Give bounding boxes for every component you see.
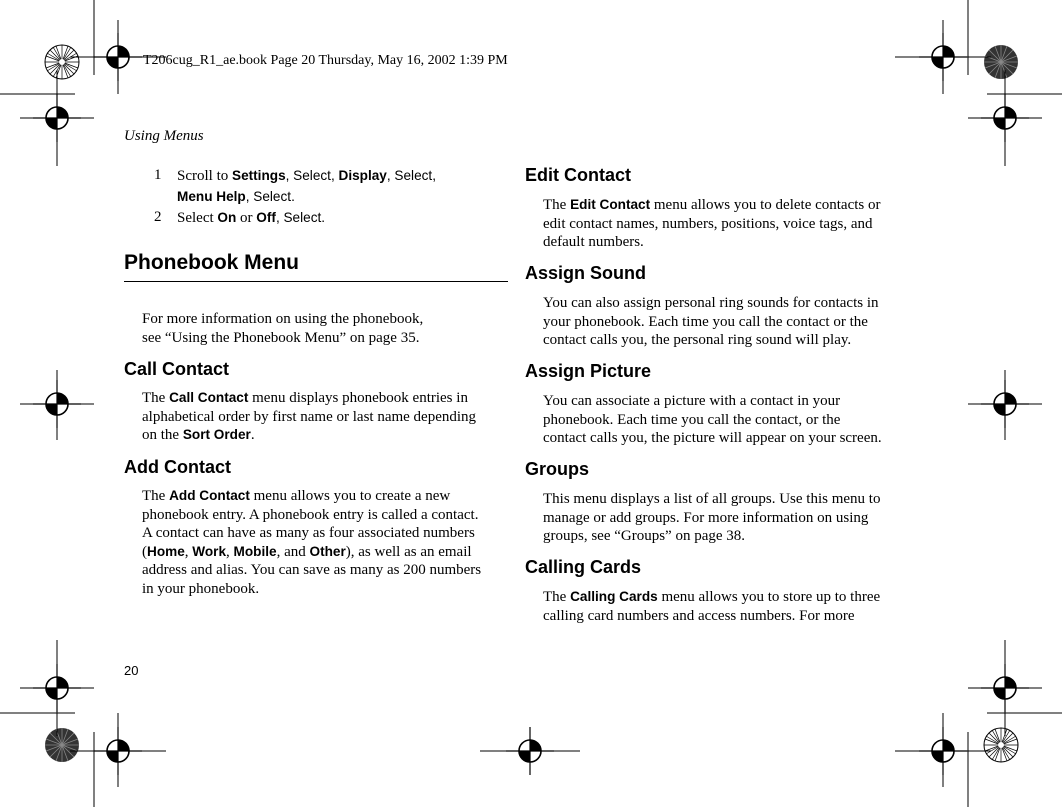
step-item	[154, 165, 514, 186]
running-head: Using Menus	[124, 128, 204, 144]
step-list	[154, 165, 514, 229]
edit-contact-body: The Edit Contact menu allows you to delete contacts or edit contact names, numbers, positions, voice tags, and default numbers.	[543, 197, 881, 251]
step-number: 2	[154, 209, 162, 225]
edit-contact-heading: Edit Contact	[525, 165, 631, 185]
step-continuation: Menu Help, Select.	[177, 189, 295, 204]
step-text: Select On or Off, Select.	[177, 210, 326, 226]
assign-picture-body: You can associate a picture with a contact in your phonebook. Each time you call the contact, or the contact calls you, the picture will appear on your screen.	[543, 393, 882, 447]
section-rule	[124, 281, 508, 282]
assign-sound-body: You can also assign personal ring sounds for contacts in your phonebook. Each time you call the contact or the contact calls you, the personal ring sound will play.	[543, 295, 879, 349]
groups-heading: Groups	[525, 459, 590, 479]
page-number: 20	[124, 663, 139, 678]
print-header: T206cug_R1_ae.book Page 20 Thursday, May 16, 2002 1:39 PM	[143, 53, 508, 68]
call-contact-heading: Call Contact	[124, 359, 230, 379]
phonebook-intro: For more information on using the phonebook, see “Using the Phonebook Menu” on page 35.	[142, 311, 424, 346]
section-title: Phonebook Menu	[124, 251, 299, 274]
groups-body: This menu displays a list of all groups. Use this menu to manage or add groups. For more information on using groups, see “Groups” on page 38.	[543, 491, 881, 545]
step-number: 1	[154, 167, 162, 183]
add-contact-body: The Add Contact menu allows you to create a new phonebook entry. A phonebook entry is called a contact. A contact can have as many as four associated numbers (Home, Work, Mobile, and Other), as well as an email address and alias. You can save as many as 200 numbers in your phonebook.	[142, 488, 482, 597]
color-bar-star	[984, 45, 1018, 79]
step-text: Scroll to Settings, Select, Display, Select,	[177, 168, 436, 184]
color-bar-star	[45, 728, 79, 762]
step-item	[154, 207, 514, 228]
calling-cards-heading: Calling Cards	[525, 557, 642, 577]
call-contact-body: The Call Contact menu displays phonebook entries in alphabetical order by first name or last name depending on the Sort Order.	[142, 390, 477, 444]
add-contact-heading: Add Contact	[124, 457, 231, 477]
assign-picture-heading: Assign Picture	[525, 361, 652, 381]
assign-sound-heading: Assign Sound	[525, 263, 646, 283]
calling-cards-body: The Calling Cards menu allows you to store up to three calling card numbers and access numbers. For more	[543, 589, 881, 624]
color-bar-star	[984, 728, 1018, 762]
color-bar-star	[45, 45, 79, 79]
